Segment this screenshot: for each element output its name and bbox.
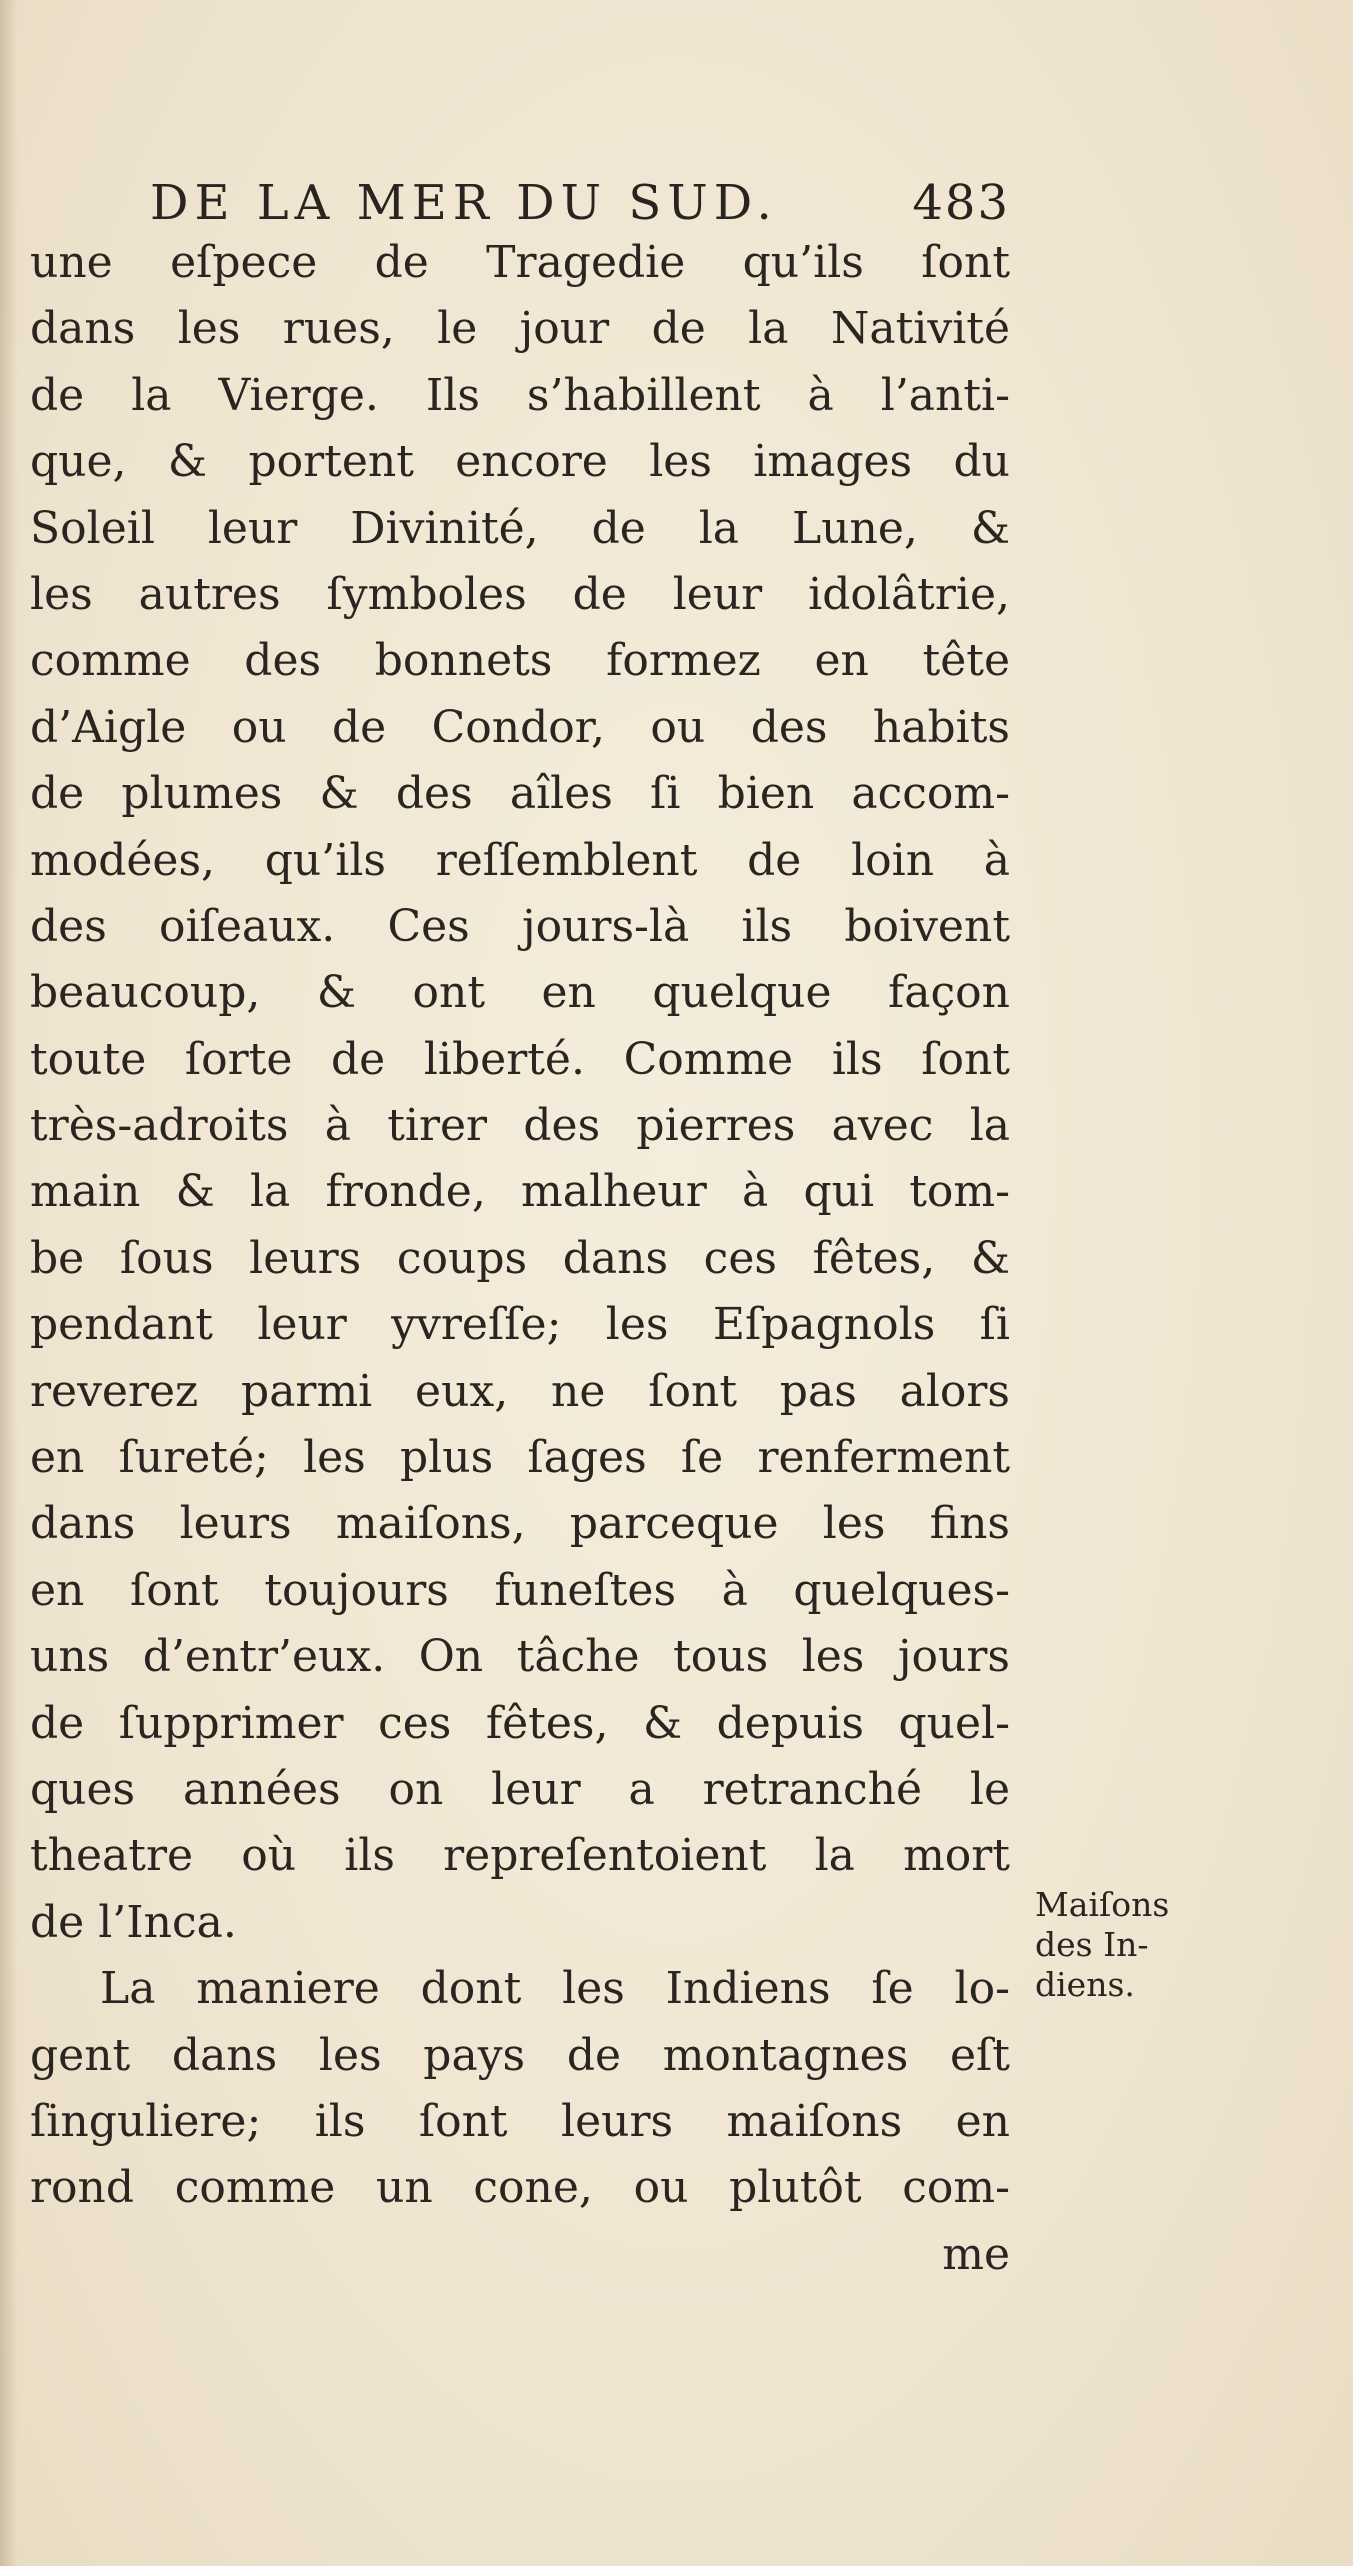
text-line: de la Vierge. Ils s’habillent à l’anti- <box>30 369 1010 421</box>
page-number: 483 <box>912 175 1010 231</box>
page-header <box>150 168 1010 238</box>
text-line: de ſupprimer ces fêtes, & depuis quel- <box>30 1697 1010 1749</box>
running-head: DE LA MER DU SUD. <box>150 175 778 231</box>
catchword: me <box>942 2228 1010 2280</box>
text-line: de plumes & des aîles ſi bien accom- <box>30 768 1010 820</box>
text-line: en ſont toujours funeſtes à quelques- <box>30 1564 1010 1616</box>
text-line: dans les rues, le jour de la Nativité <box>30 303 1010 355</box>
gutter-shadow <box>0 0 18 2566</box>
text-line: uns d’entr’eux. On tâche tous les jours <box>30 1631 1010 1683</box>
margin-note-line: diens. <box>1035 1965 1135 2004</box>
text-line: d’Aigle ou de Condor, ou des habits <box>30 701 1010 753</box>
text-line: dans leurs maiſons, parceque les fins <box>30 1498 1010 1550</box>
text-line: ques années on leur a retranché le <box>30 1763 1010 1815</box>
margin-note-line: des In- <box>1035 1925 1149 1964</box>
text-line: be ſous leurs coups dans ces fêtes, & <box>30 1232 1010 1284</box>
text-line: reverez parmi eux, ne ſont pas alors <box>30 1365 1010 1417</box>
text-line: ſinguliere; ils ſont leurs maiſons en <box>30 2095 1010 2147</box>
margin-note-line: Maiſons <box>1035 1885 1170 1924</box>
text-line: toute ſorte de liberté. Comme ils ſont <box>30 1033 1010 1085</box>
text-line: theatre où ils repreſentoient la mort <box>30 1830 1010 1882</box>
text-line: comme des bonnets formez en tête <box>30 635 1010 687</box>
text-line: une eſpece de Tragedie qu’ils ſont <box>30 237 1010 288</box>
text-line: rond comme un cone, ou plutôt com- <box>30 2162 1010 2214</box>
text-line: modées, qu’ils reſſemblent de loin à <box>30 834 1010 886</box>
text-line: les autres ſymboles de leur idolâtrie, <box>30 568 1010 620</box>
margin-note <box>1035 1885 1215 2005</box>
text-line: pendant leur yvreſſe; les Eſpagnols ſi <box>30 1299 1010 1351</box>
text-line: gent dans les pays de montagnes eſt <box>30 2029 1010 2081</box>
body-text <box>30 230 1010 2288</box>
paragraph-end-line: de l’Inca. <box>30 1896 237 1948</box>
text-line: beaucoup, & ont en quelque façon <box>30 967 1010 1019</box>
text-line: très-adroits à tirer des pierres avec la <box>30 1100 1010 1152</box>
text-line: Soleil leur Divinité, de la Lune, & <box>30 502 1010 554</box>
text-line: que, & portent encore les images du <box>30 436 1010 488</box>
text-line: des oiſeaux. Ces jours-là ils boivent <box>30 900 1010 952</box>
paragraph-start-line: La maniere dont les Indiens ſe lo- <box>100 1963 1010 2015</box>
text-line: en ſureté; les plus ſages ſe renferment <box>30 1432 1010 1484</box>
text-line: main & la fronde, malheur à qui tom- <box>30 1166 1010 1218</box>
